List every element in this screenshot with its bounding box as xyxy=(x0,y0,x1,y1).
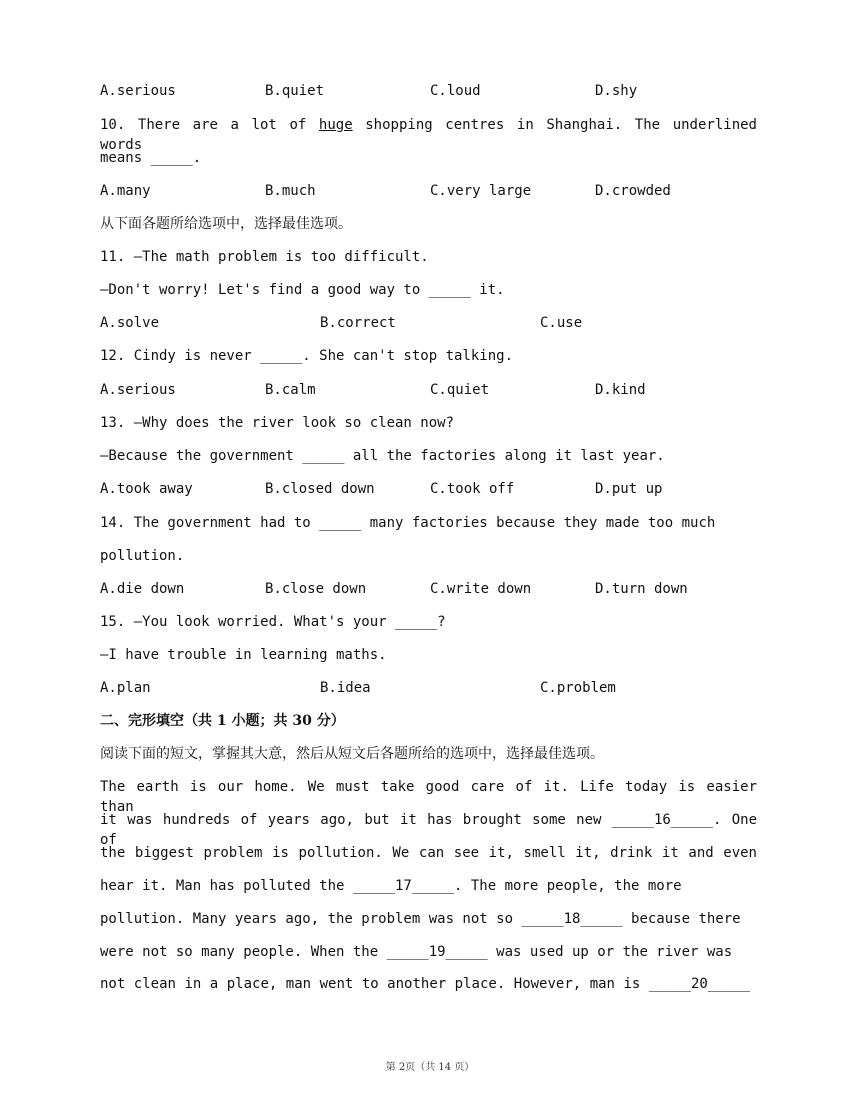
q13-option-d: D.put up xyxy=(595,481,663,497)
q15-option-c: C.problem xyxy=(540,680,616,696)
q14-option-d: D.turn down xyxy=(595,581,688,597)
q11-option-a: A.solve xyxy=(100,315,160,331)
q13-line1: 13. —Why does the river look so clean now? xyxy=(100,415,455,431)
q14-option-a: A.die down xyxy=(100,581,185,597)
page-footer: 第 2页（共 14 页） xyxy=(385,1062,475,1073)
passage-line: it was hundreds of years ago, but it has brought some new _____16_____. One of xyxy=(100,812,757,848)
passage-line: the biggest problem is pollution. We can see it, smell it, drink it and even xyxy=(100,845,757,861)
q9-option-c: C.loud xyxy=(430,83,481,99)
q11-option-c: C.use xyxy=(540,315,583,331)
q10-stem-line2: means _____. xyxy=(100,150,202,166)
q13-option-a: A.took away xyxy=(100,481,193,497)
q15-line2: —I have trouble in learning maths. xyxy=(100,647,387,663)
q15-option-b: B.idea xyxy=(320,680,371,696)
section-instruction: 从下面各题所给选项中，选择最佳选项。 xyxy=(100,216,352,232)
q10-underlined-word: huge xyxy=(318,117,353,133)
q10-option-b: B.much xyxy=(265,183,316,199)
q12-option-d: D.kind xyxy=(595,382,646,398)
passage-line: not clean in a place, man went to another place. However, man is _____20_____ xyxy=(100,976,750,992)
q15-line1: 15. —You look worried. What's your _____? xyxy=(100,614,446,630)
q12-line1: 12. Cindy is never _____. She can't stop talking. xyxy=(100,348,514,364)
q12-option-c: C.quiet xyxy=(430,382,490,398)
q13-line2: —Because the government _____ all the factories along it last year. xyxy=(100,448,665,464)
q14-line2: pollution. xyxy=(100,548,185,564)
q9-option-d: D.shy xyxy=(595,83,638,99)
q10-stem-before: 10. There are a lot of xyxy=(100,117,319,133)
q11-option-b: B.correct xyxy=(320,315,396,331)
q9-option-b: B.quiet xyxy=(265,83,325,99)
q15-option-a: A.plan xyxy=(100,680,151,696)
passage-line: hear it. Man has polluted the _____17_____. The more people, the more xyxy=(100,878,682,894)
q13-option-b: B.closed down xyxy=(265,481,375,497)
q12-option-b: B.calm xyxy=(265,382,316,398)
q14-option-c: C.write down xyxy=(430,581,532,597)
q14-line1: 14. The government had to _____ many factories because they made too much xyxy=(100,515,716,531)
q10-option-a: A.many xyxy=(100,183,151,199)
q14-option-b: B.close down xyxy=(265,581,367,597)
section2-heading: 二、完形填空（共 1 小题；共 30 分） xyxy=(100,713,345,729)
q11-line1: 11. —The math problem is too difficult. xyxy=(100,249,429,265)
passage-line: The earth is our home. We must take good care of it. Life today is easier than xyxy=(100,779,757,815)
q9-option-a: A.serious xyxy=(100,83,176,99)
q11-line2: —Don't worry! Let's find a good way to _____ it. xyxy=(100,282,505,298)
q10-option-c: C.very large xyxy=(430,183,532,199)
q10-stem-after: shopping centres in Shanghai. The underlined words xyxy=(100,117,757,153)
q10-option-d: D.crowded xyxy=(595,183,671,199)
passage-line: pollution. Many years ago, the problem was not so _____18_____ because there xyxy=(100,911,741,927)
q12-option-a: A.serious xyxy=(100,382,176,398)
section2-instruction: 阅读下面的短文，掌握其大意，然后从短文后各题所给的选项中，选择最佳选项。 xyxy=(100,746,604,762)
q13-option-c: C.took off xyxy=(430,481,515,497)
passage-line: were not so many people. When the _____19_____ was used up or the river was xyxy=(100,944,733,960)
